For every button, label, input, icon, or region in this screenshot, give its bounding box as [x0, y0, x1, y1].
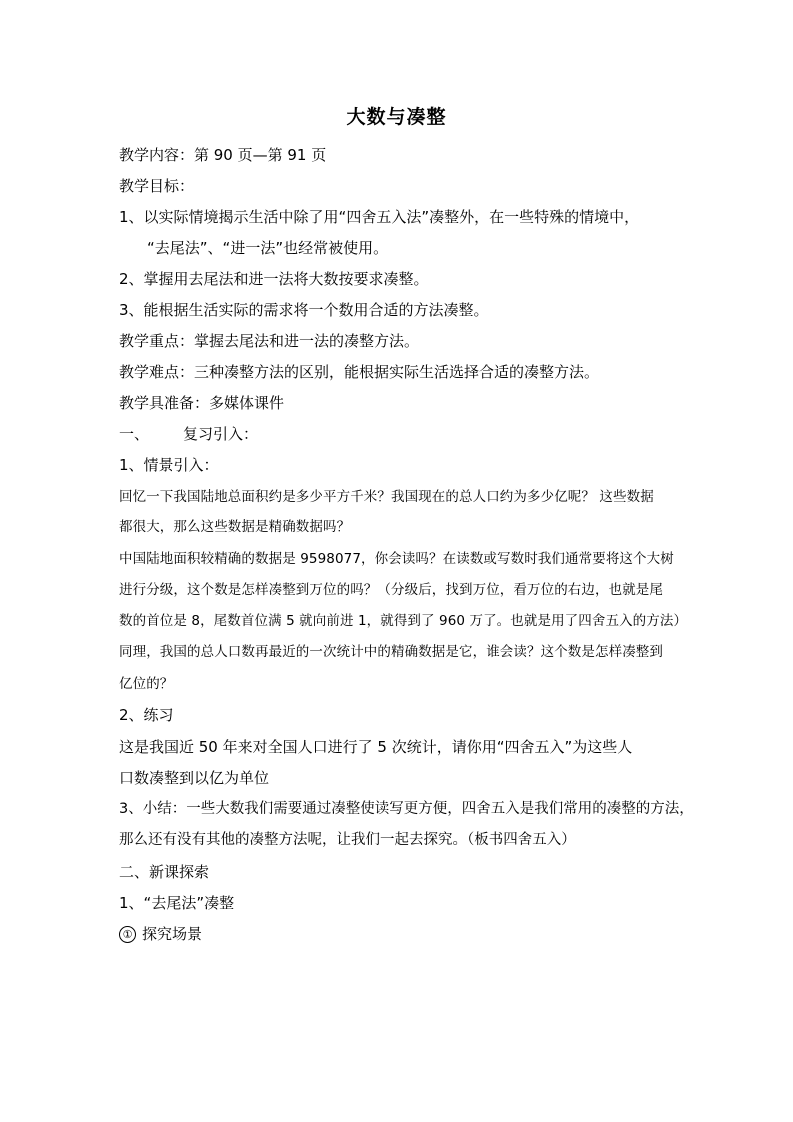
intro-para-3-line-1: 同理，我国的总人口数再最近的一次统计中的精确数据是它，谁会读？这个数是怎样凑整到 [119, 644, 663, 660]
summary-line-1: 3、小结：一些大数我们需要通过凑整使读写更方便，四舍五入是我们常用的凑整的方法， [119, 801, 694, 817]
practice-heading: 2、练习 [119, 706, 174, 724]
truncation-method-heading: 1、“去尾法”凑整 [119, 894, 235, 912]
document-title: 大数与凑整 [346, 106, 447, 128]
teaching-goals-heading: 教学目标： [119, 177, 195, 195]
intro-para-1-line-1: 回忆一下我国陆地总面积约是多少平方千米？我国现在的总人口约为多少亿呢？ 这些数据 [119, 489, 654, 505]
goal-2: 2、掌握用去尾法和进一法将大数按要求凑整。 [119, 270, 429, 288]
situation-intro-heading: 1、情景引入： [119, 456, 219, 474]
intro-para-2-line-1: 中国陆地面积较精确的数据是 9598077，你会读吗？在读数或写数时我们通常要将这个大树 [119, 551, 674, 567]
goal-1-continued: “去尾法”、“进一法”也经常被使用。 [147, 239, 389, 257]
section-1-title: 复习引入： [183, 425, 259, 443]
teaching-difficulty: 教学难点：三种凑整方法的区别，能根据实际生活选择合适的凑整方法。 [119, 363, 600, 381]
intro-para-3-line-2: 亿位的？ [119, 676, 174, 692]
explore-scene-item [119, 923, 202, 945]
teaching-content: 教学内容：第 90 页—第 91 页 [119, 146, 327, 164]
section-2-heading: 二、新课探索 [119, 863, 210, 881]
explore-scene-label: 探究场景 [142, 925, 203, 943]
goal-3: 3、能根据生活实际的需求将一个数用合适的方法凑整。 [119, 301, 489, 319]
teaching-materials: 教学具准备：多媒体课件 [119, 394, 285, 412]
practice-line-2: 口数凑整到以亿为单位 [119, 769, 270, 787]
practice-line-1: 这是我国近 50 年来对全国人口进行了 5 次统计，请你用“四舍五入”为这些人 [119, 738, 633, 756]
circled-number-one: ① [119, 926, 136, 943]
intro-para-2-line-3: 数的首位是 8，尾数首位满 5 就向前进 1，就得到了 960 万了。也就是用了四舍五入的方法） [119, 613, 688, 629]
intro-para-1-line-2: 都很大，那么这些数据是精确数据吗？ [119, 519, 351, 535]
teaching-focus: 教学重点：掌握去尾法和进一法的凑整方法。 [119, 332, 420, 350]
intro-para-2-line-2: 进行分级，这个数是怎样凑整到万位的吗？（分级后，找到万位，看万位的右边，也就是尾 [119, 582, 663, 598]
section-1-number: 一、 [119, 425, 150, 443]
section-1-heading [119, 423, 258, 445]
summary-line-2: 那么还有没有其他的凑整方法呢，让我们一起去探究。（板书四舍五入） [119, 832, 576, 848]
goal-1: 1、以实际情境揭示生活中除了用“四舍五入法”凑整外，在一些特殊的情境中， [119, 208, 640, 226]
